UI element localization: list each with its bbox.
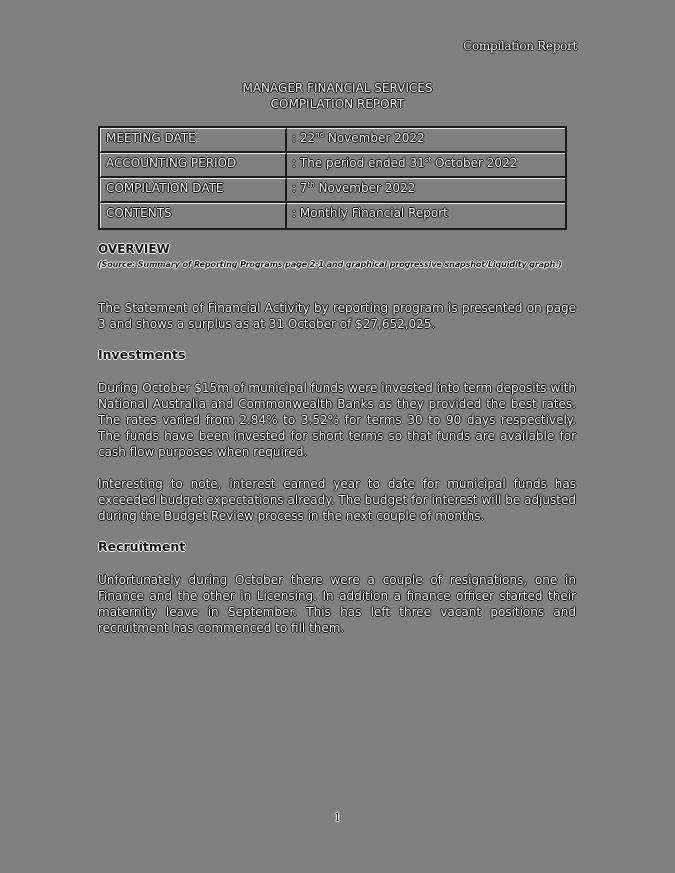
running-header: Compilation Report (463, 39, 577, 53)
meeting-date-value: : 22nd November 2022 (287, 128, 565, 153)
investments-heading: Investments (98, 347, 186, 362)
document-title (0, 80, 675, 112)
compilation-date-value: : 7th November 2022 (287, 178, 565, 203)
title-line-2: COMPILATION REPORT (270, 97, 405, 111)
page-number: 1 (334, 811, 341, 824)
contents-label: CONTENTS (100, 203, 287, 228)
table-row (100, 128, 565, 153)
investments-paragraph-1: During October $15m of municipal funds were invested into term deposits with National Australia and Commonwealth Banks as they provided the best rates. The rates varied from 2.84% to 3.52% for terms 30 to 90 days respectively. The funds have been invested for short terms so that funds are available for cash flow purposes when required. (98, 381, 576, 459)
table-row (100, 153, 565, 178)
compilation-date-label: COMPILATION DATE (100, 178, 287, 203)
title-line-1: MANAGER FINANCIAL SERVICES (242, 81, 433, 95)
accounting-period-value: : The period ended 31st October 2022 (287, 153, 565, 178)
investments-paragraph-2: Interesting to note, interest earned year to date for municipal funds has exceeded budget expectations already. The budget for interest will be adjusted during the Budget Review process in the next couple of months. (98, 477, 576, 523)
overview-heading: OVERVIEW (98, 242, 170, 256)
contents-value: : Monthly Financial Report (287, 203, 565, 228)
meeting-info-table (98, 126, 567, 230)
recruitment-paragraph: Unfortunately during October there were a couple of resignations, one in Finance and the other in Licensing. In addition a finance officer started their maternity leave in September. This has left three vacant positions and recruitment has commenced to fill them. (98, 573, 576, 635)
overview-paragraph: The Statement of Financial Activity by reporting program is presented on page 3 and shows a surplus as at 31 October of $27,652,025. (98, 301, 576, 331)
meeting-date-label: MEETING DATE (100, 128, 287, 153)
accounting-period-label: ACCOUNTING PERIOD (100, 153, 287, 178)
table-row (100, 203, 565, 228)
table-row (100, 178, 565, 203)
overview-source-note: (Source: Summary of Reporting Programs page 2-1 and graphical progressive snapshot/Liquidity graph.) (98, 260, 562, 269)
recruitment-heading: Recruitment (98, 539, 186, 554)
